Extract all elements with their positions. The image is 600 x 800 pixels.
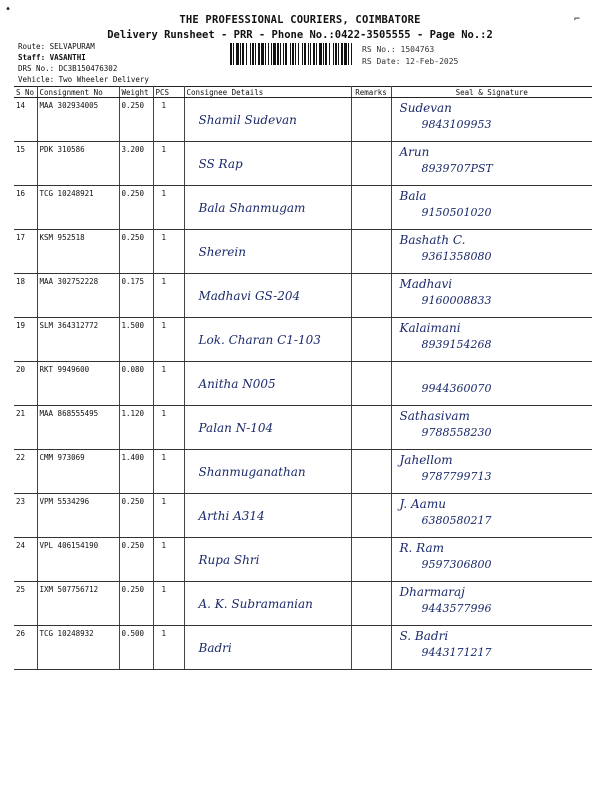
- consignee-handwriting: Shanmuganathan: [198, 465, 306, 479]
- signature-handwriting: Kalaimani: [399, 321, 461, 335]
- row-remarks: [351, 626, 391, 670]
- signature-handwriting: Madhavi: [399, 277, 453, 291]
- phone-handwriting: 9843109953: [421, 118, 492, 131]
- col-remarks: Remarks: [351, 87, 391, 98]
- row-pcs: 1: [153, 494, 184, 538]
- row-seal-signature: [391, 582, 592, 626]
- row-weight: 0.250: [119, 98, 153, 142]
- consignee-handwriting: Arthi A314: [198, 509, 265, 523]
- page-title: THE PROFESSIONAL COURIERS, COIMBATORE: [179, 14, 421, 26]
- signature-handwriting: R. Ram: [399, 541, 445, 555]
- row-sno: 18: [14, 274, 37, 318]
- row-pcs: 1: [153, 98, 184, 142]
- row-consignee-details: [184, 582, 351, 626]
- row-seal-signature: [391, 274, 592, 318]
- consignee-handwriting: Badri: [198, 641, 232, 655]
- col-seal-signature: Seal & Signature: [391, 87, 592, 98]
- table-row: [14, 142, 592, 186]
- row-remarks: [351, 362, 391, 406]
- rs-number: RS No.: 1504763: [362, 45, 435, 54]
- consignee-handwriting: Bala Shanmugam: [198, 201, 306, 215]
- row-pcs: 1: [153, 318, 184, 362]
- row-weight: 1.400: [119, 450, 153, 494]
- row-consignment-no: KSM 952518: [37, 230, 119, 274]
- row-sno: 15: [14, 142, 37, 186]
- delivery-table: [14, 86, 592, 670]
- table-row: [14, 230, 592, 274]
- row-consignment-no: VPM 5534296: [37, 494, 119, 538]
- table-row: [14, 186, 592, 230]
- row-remarks: [351, 318, 391, 362]
- row-pcs: 1: [153, 142, 184, 186]
- table-row: [14, 362, 592, 406]
- consignee-handwriting: Anitha N005: [198, 377, 276, 391]
- row-remarks: [351, 494, 391, 538]
- row-seal-signature: [391, 186, 592, 230]
- signature-handwriting: Bashath C.: [399, 233, 466, 247]
- phone-handwriting: 9150501020: [421, 206, 492, 219]
- table-row: [14, 406, 592, 450]
- phone-handwriting: 9361358080: [421, 250, 492, 263]
- row-sno: 23: [14, 494, 37, 538]
- barcode: [230, 43, 354, 65]
- row-consignment-no: MAA 868555495: [37, 406, 119, 450]
- signature-handwriting: Arun: [399, 145, 430, 159]
- row-remarks: [351, 230, 391, 274]
- phone-handwriting: 9787799713: [421, 470, 492, 483]
- consignee-handwriting: Madhavi GS-204: [198, 289, 301, 303]
- row-consignment-no: SLM 364312772: [37, 318, 119, 362]
- row-consignee-details: [184, 230, 351, 274]
- phone-handwriting: 9160008833: [421, 294, 492, 307]
- col-sno: S No: [14, 87, 37, 98]
- row-weight: 1.120: [119, 406, 153, 450]
- row-remarks: [351, 406, 391, 450]
- phone-handwriting: 8939707PST: [421, 162, 493, 175]
- consignee-handwriting: Rupa Shri: [198, 553, 260, 567]
- row-pcs: 1: [153, 450, 184, 494]
- row-weight: 0.250: [119, 186, 153, 230]
- phone-handwriting: 9443171217: [421, 646, 492, 659]
- col-consignee: Consignee Details: [184, 87, 351, 98]
- consignee-handwriting: SS Rap: [198, 157, 243, 171]
- row-pcs: 1: [153, 274, 184, 318]
- row-seal-signature: [391, 142, 592, 186]
- signature-handwriting: J. Aamu: [399, 497, 446, 511]
- rs-info-box: [362, 44, 458, 68]
- signature-handwriting: Jahellom: [399, 453, 453, 467]
- row-seal-signature: [391, 450, 592, 494]
- table-row: [14, 494, 592, 538]
- corner-dot-mark: •: [5, 4, 12, 15]
- signature-handwriting: Bala: [399, 189, 427, 203]
- col-consignment: Consignment No: [37, 87, 119, 98]
- row-seal-signature: [391, 538, 592, 582]
- row-pcs: 1: [153, 406, 184, 450]
- row-seal-signature: [391, 318, 592, 362]
- row-weight: 3.200: [119, 142, 153, 186]
- row-consignee-details: [184, 142, 351, 186]
- row-seal-signature: [391, 98, 592, 142]
- row-consignee-details: [184, 450, 351, 494]
- row-remarks: [351, 186, 391, 230]
- row-consignment-no: IXM 507756712: [37, 582, 119, 626]
- staff-label: Staff: VASANTHI: [18, 53, 86, 62]
- row-consignment-no: RKT 9949600: [37, 362, 119, 406]
- row-pcs: 1: [153, 230, 184, 274]
- row-remarks: [351, 538, 391, 582]
- row-sno: 24: [14, 538, 37, 582]
- phone-handwriting: 9443577996: [421, 602, 492, 615]
- phone-handwriting: 9597306800: [421, 558, 492, 571]
- corner-tick-mark: ⌐: [574, 14, 581, 25]
- row-weight: 0.080: [119, 362, 153, 406]
- row-consignee-details: [184, 406, 351, 450]
- row-sno: 14: [14, 98, 37, 142]
- row-weight: 0.250: [119, 538, 153, 582]
- col-pcs: PCS: [153, 87, 184, 98]
- table-row: [14, 450, 592, 494]
- row-consignee-details: [184, 362, 351, 406]
- row-consignee-details: [184, 318, 351, 362]
- phone-handwriting: 8939154268: [421, 338, 492, 351]
- row-pcs: 1: [153, 186, 184, 230]
- row-sno: 16: [14, 186, 37, 230]
- row-consignee-details: [184, 538, 351, 582]
- row-remarks: [351, 450, 391, 494]
- consignee-handwriting: Palan N-104: [198, 421, 274, 435]
- row-pcs: 1: [153, 538, 184, 582]
- route-label: Route: SELVAPURAM: [18, 42, 95, 51]
- row-remarks: [351, 274, 391, 318]
- signature-handwriting: Sathasivam: [399, 409, 470, 423]
- phone-handwriting: 9788558230: [421, 426, 492, 439]
- row-consignment-no: MAA 302934005: [37, 98, 119, 142]
- row-seal-signature: [391, 362, 592, 406]
- row-sno: 26: [14, 626, 37, 670]
- row-consignment-no: TCG 10248932: [37, 626, 119, 670]
- drs-number: DRS No.: DC3B150476302: [18, 64, 118, 73]
- signature-handwriting: S. Badri: [399, 629, 449, 643]
- rs-date: RS Date: 12-Feb-2025: [362, 57, 459, 66]
- phone-handwriting: 6380580217: [421, 514, 492, 527]
- consignee-handwriting: A. K. Subramanian: [198, 597, 313, 611]
- row-weight: 1.500: [119, 318, 153, 362]
- row-consignment-no: CMM 973069: [37, 450, 119, 494]
- row-remarks: [351, 582, 391, 626]
- row-sno: 19: [14, 318, 37, 362]
- row-weight: 0.500: [119, 626, 153, 670]
- table-row: [14, 274, 592, 318]
- table-row: [14, 98, 592, 142]
- row-remarks: [351, 142, 391, 186]
- row-sno: 25: [14, 582, 37, 626]
- row-weight: 0.250: [119, 230, 153, 274]
- signature-handwriting: Sudevan: [399, 101, 452, 115]
- table-header-row: [14, 87, 592, 98]
- row-sno: 20: [14, 362, 37, 406]
- row-consignment-no: MAA 302752228: [37, 274, 119, 318]
- row-weight: 0.250: [119, 582, 153, 626]
- row-consignment-no: TCG 10248921: [37, 186, 119, 230]
- signature-handwriting: Dharmaraj: [399, 585, 465, 599]
- row-seal-signature: [391, 494, 592, 538]
- row-pcs: 1: [153, 626, 184, 670]
- consignee-handwriting: Sherein: [198, 245, 246, 259]
- row-consignment-no: VPL 406154190: [37, 538, 119, 582]
- table-row: [14, 318, 592, 362]
- row-weight: 0.250: [119, 494, 153, 538]
- row-consignee-details: [184, 274, 351, 318]
- row-sno: 17: [14, 230, 37, 274]
- table-row: [14, 626, 592, 670]
- phone-handwriting: 9944360070: [421, 382, 492, 395]
- row-consignment-no: PDK 310586: [37, 142, 119, 186]
- row-consignee-details: [184, 494, 351, 538]
- consignee-handwriting: Shamil Sudevan: [198, 113, 297, 127]
- col-weight: Weight: [119, 87, 153, 98]
- row-seal-signature: [391, 626, 592, 670]
- row-consignee-details: [184, 98, 351, 142]
- row-seal-signature: [391, 230, 592, 274]
- row-consignee-details: [184, 186, 351, 230]
- row-pcs: 1: [153, 582, 184, 626]
- runsheet-subtitle: Delivery Runsheet - PRR - Phone No.:0422-3505555 - Page No.:2: [107, 29, 493, 41]
- row-consignee-details: [184, 626, 351, 670]
- row-sno: 21: [14, 406, 37, 450]
- vehicle-label: Vehicle: Two Wheeler Delivery: [18, 75, 149, 84]
- row-remarks: [351, 98, 391, 142]
- table-row: [14, 582, 592, 626]
- row-sno: 22: [14, 450, 37, 494]
- row-seal-signature: [391, 406, 592, 450]
- row-pcs: 1: [153, 362, 184, 406]
- table-row: [14, 538, 592, 582]
- row-weight: 0.175: [119, 274, 153, 318]
- consignee-handwriting: Lok. Charan C1-103: [198, 333, 321, 347]
